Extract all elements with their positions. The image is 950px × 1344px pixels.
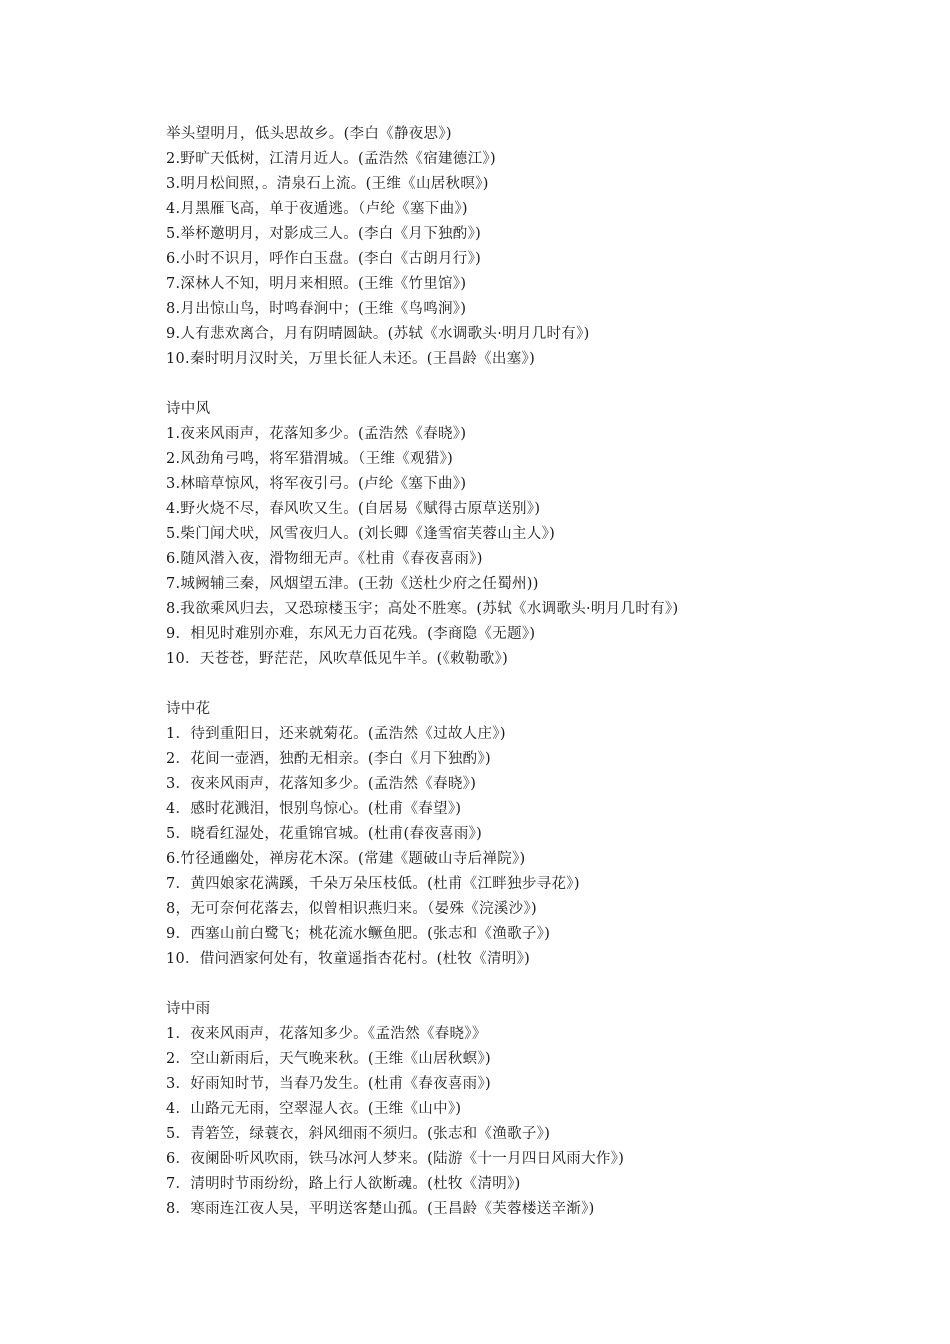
poem-line: 6.竹径通幽处，禅房花木深。(常建《题破山寺后禅院》) (166, 851, 526, 867)
poem-line: 3.明月松间照，。清泉石上流。(王维《山居秋暝》) (166, 176, 489, 192)
poem-line: 6.小时不识月，呼作白玉盘。(李白《古朗月行》) (166, 251, 482, 267)
section-moon (166, 122, 926, 372)
poem-line: 3．好雨知时节，当春乃发生。(杜甫《春夜喜雨》) (166, 1076, 491, 1092)
poem-line: 9．相见时难别亦难，东风无力百花残。(李商隐《无题》) (166, 626, 536, 642)
poem-line: 8.我欲乘风归去，又恐琼楼玉宇；高处不胜寒。(苏轼《水调歌头·明月几时有》) (166, 601, 679, 617)
poem-line: 5．青箬笠，绿蓑衣，斜风细雨不须归。(张志和《渔歌子》) (166, 1126, 551, 1142)
poem-line: 举头望明月，低头思故乡。(李白《静夜思》) (166, 126, 452, 142)
section-spacer (166, 672, 926, 697)
poem-line: 8，无可奈何花落去，似曾相识燕归来。（晏殊《浣溪沙》) (166, 901, 537, 917)
poem-line: 5.柴门闻犬吠，风雪夜归人。(刘长卿《逢雪宿芙蓉山主人》) (166, 526, 556, 542)
poem-line: 4．感时花溅泪，恨别鸟惊心。(杜甫《春望》) (166, 801, 462, 817)
poem-line: 3.林暗草惊风，将军夜引弓。(卢纶《塞下曲》) (166, 476, 467, 492)
poem-line: 1．待到重阳日，还来就菊花。(孟浩然《过故人庄》) (166, 726, 506, 742)
section-spacer (166, 972, 926, 997)
poem-line: 10.秦时明月汉时关，万里长征人未还。(王昌龄《出塞》) (166, 351, 536, 367)
poem-line: 1．夜来风雨声，花落知多少。《孟浩然《春晓》》 (166, 1026, 487, 1042)
poem-line: 8．寒雨连江夜人吴，平明送客楚山孤。(王昌龄《芙蓉楼送辛渐》) (166, 1201, 595, 1217)
poem-line: 7.城阙辅三秦，风烟望五津。(王勃《送杜少府之任蜀州)) (166, 576, 539, 592)
poem-line: 2.野旷天低树，江清月近人。(孟浩然《宿建德江》) (166, 151, 496, 167)
section-wind (166, 397, 926, 672)
section-rain (166, 997, 926, 1222)
poem-line: 7．黄四娘家花满蹊，千朵万朵压枝低。(杜甫《江畔独步寻花》) (166, 876, 580, 892)
poem-line: 7．清明时节雨纷纷，路上行人欲断魂。(杜牧《清明》) (166, 1176, 521, 1192)
poem-line: 9．西塞山前白鹭飞；桃花流水鳜鱼肥。(张志和《渔歌子》) (166, 926, 551, 942)
poem-line: 5．晓看红湿处，花重锦官城。(杜甫(春夜喜雨》) (166, 826, 483, 842)
poem-line: 4．山路元无雨，空翠湿人衣。(王维《山中》) (166, 1101, 462, 1117)
poem-line: 2．花间一壶酒，独酌无相亲。(李白《月下独酌》) (166, 751, 491, 767)
poem-line: 2．空山新雨后，天气晚来秋。(王维《山居秋螟》) (166, 1051, 491, 1067)
poem-line: 6．夜阑卧听风吹雨，铁马冰河人梦来。(陆游《十一月四日风雨大作》) (166, 1151, 625, 1167)
poem-line: 7.深林人不知，明月来相照。(王维《竹里馆》) (166, 276, 467, 292)
poem-line: 9.人有悲欢离合，月有阴晴圆缺。(苏轼《水调歌头·明月几时有》) (166, 326, 590, 342)
poem-line: 6.随风潜入夜，滑物细无声。《杜甫《春夜喜雨》) (166, 551, 483, 567)
section-spacer (166, 372, 926, 397)
poem-line: 8.月出惊山鸟，时鸣春涧中；(王维《鸟鸣涧》) (166, 301, 467, 317)
poem-line: 1.夜来风雨声，花落知多少。(孟浩然《春晓》) (166, 426, 467, 442)
section-flower (166, 697, 926, 972)
poem-line: 10．天苍苍，野茫茫，风吹草低见牛羊。(《敕勒歌》) (166, 651, 509, 667)
document-body (166, 122, 926, 1222)
poem-line: 4.月黑雁飞高，单于夜遁逃。（卢纶《塞下曲》) (166, 201, 468, 217)
poem-line: 2.风劲角弓鸣，将军猎渭城。（王维《观猎》) (166, 451, 454, 467)
section-heading: 诗中雨 (166, 1001, 211, 1017)
poem-line: 5.举杯邀明月，对影成三人。(李白《月下独酌》) (166, 226, 482, 242)
section-heading: 诗中风 (166, 401, 211, 417)
poem-line: 3．夜来风雨声，花落知多少。(孟浩然《春晓》) (166, 776, 477, 792)
section-heading: 诗中花 (166, 701, 211, 717)
poem-line: 10．借问酒家何处有，牧童遥指杏花村。(杜牧《清明》) (166, 951, 531, 967)
poem-line: 4.野火烧不尽，春风吹又生。(自居易《赋得古原草送别》) (166, 501, 541, 517)
